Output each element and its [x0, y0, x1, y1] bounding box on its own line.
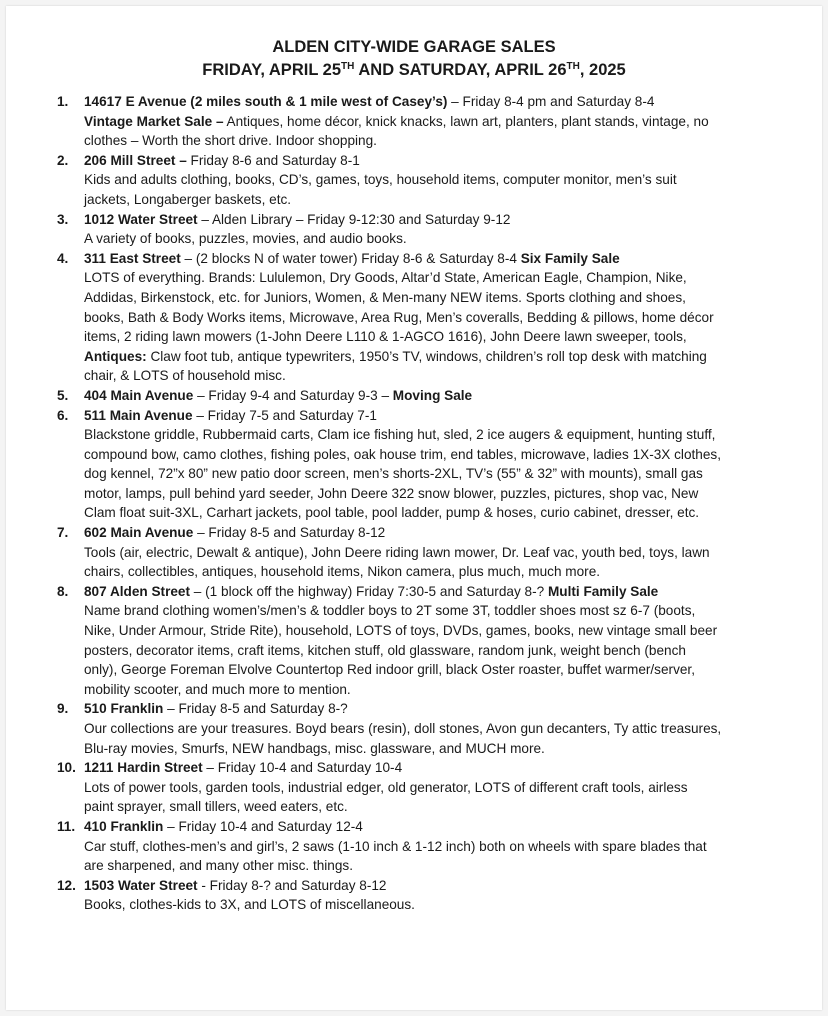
sale-address: 206 Mill Street – — [84, 152, 187, 168]
sale-description-line: mobility scooter, and much more to mention. — [84, 681, 351, 697]
sale-address: 14617 E Avenue (2 miles south & 1 mile west of Casey’s) — [84, 94, 448, 109]
sale-address: 510 Franklin — [84, 701, 164, 717]
flyer-title — [6, 36, 822, 82]
sale-heading — [84, 758, 792, 778]
sale-description-line: Lots of power tools, garden tools, industrial edger, old generator, LOTS of different craft tools, airless — [84, 779, 688, 795]
sale-heading — [84, 523, 792, 543]
sale-number: 2. — [57, 152, 69, 168]
sale-heading — [84, 92, 792, 112]
sale-item — [6, 92, 822, 151]
sale-address: 807 Alden Street — [84, 583, 191, 599]
title-sup-2: TH — [566, 61, 580, 72]
sale-list — [6, 92, 822, 915]
sale-tag: Antiques: — [84, 348, 147, 364]
sale-description-line: Our collections are your treasures. Boyd bears (resin), doll stones, Avon gun decanters, Ty attic treasures, — [84, 721, 722, 736]
sale-description-line: LOTS of everything. Brands: Lululemon, Dry Goods, Altar’d State, American Eagle, Champion, Nike, — [84, 270, 687, 286]
title-date-1: FRIDAY, APRIL 25 — [202, 61, 342, 79]
sale-number: 10. — [57, 760, 76, 776]
sale-address: 410 Franklin — [84, 818, 164, 834]
sale-tag: Vintage Market Sale – — [84, 113, 224, 129]
sale-tag: Moving Sale — [392, 387, 473, 403]
sale-number: 6. — [57, 407, 69, 423]
sale-description-line: Books, clothes-kids to 3X, and LOTS of miscellaneous. — [84, 897, 415, 913]
title-line-1: ALDEN CITY-WIDE GARAGE SALES — [272, 38, 556, 56]
flyer-page — [6, 6, 822, 1010]
sale-description-line: jackets, Longaberger baskets, etc. — [84, 191, 292, 207]
sale-description-line — [84, 112, 792, 132]
sale-address: 602 Main Avenue — [84, 525, 194, 541]
sale-item — [6, 523, 822, 582]
sale-description-line: Car stuff, clothes-men’s and girl’s, 2 saws (1-10 inch & 1-12 inch) both on wheels with spare blades that — [84, 838, 707, 854]
sale-heading — [84, 151, 792, 171]
sale-hours: – (1 block off the highway) Friday 7:30-5 and Saturday 8-? — [190, 583, 548, 599]
sale-hours: – Friday 8-4 pm and Saturday 8-4 — [447, 94, 655, 109]
sale-description-line: Clam float suit-3XL, Carhart jackets, pool table, pool ladder, pump & hoses, curio cabinet, dresser, etc. — [84, 505, 700, 521]
sale-hours: Friday 8-6 and Saturday 8-1 — [186, 152, 360, 168]
sale-item — [6, 386, 822, 406]
sale-description-line: chair, & LOTS of household misc. — [84, 368, 286, 384]
sale-address: 1503 Water Street — [84, 877, 198, 893]
sale-number: 3. — [57, 211, 69, 227]
sale-heading — [84, 210, 792, 230]
sale-heading — [84, 817, 792, 837]
sale-tag: Multi Family Sale — [547, 583, 659, 599]
sale-description-line: Name brand clothing women’s/men’s & toddler boys to 2T some 3T, toddler shoes most sz 6-7 (boots, — [84, 603, 696, 619]
sale-heading — [84, 876, 792, 896]
sale-number: 5. — [57, 387, 69, 403]
sale-address: 1211 Hardin Street — [84, 760, 203, 776]
sale-description-text: Claw foot tub, antique typewriters, 1950’s TV, windows, children’s roll top desk with matching — [146, 348, 707, 364]
sale-item — [6, 758, 822, 817]
sale-description-text: Antiques, home décor, knick knacks, lawn art, planters, plant stands, vintage, no — [223, 113, 709, 129]
sale-item — [6, 406, 822, 524]
sale-description-line: Blackstone griddle, Rubbermaid carts, Clam ice fishing hut, sled, 2 ice augers & equipment, hunting stuff, — [84, 427, 716, 443]
sale-hours: – Friday 10-4 and Saturday 10-4 — [202, 760, 403, 776]
title-sup-1: TH — [341, 61, 355, 72]
sale-number: 12. — [57, 877, 76, 893]
sale-hours: – Friday 8-5 and Saturday 8-? — [163, 701, 348, 717]
sale-number: 7. — [57, 525, 69, 541]
sale-hours: - Friday 8-? and Saturday 8-12 — [197, 877, 387, 893]
sale-item — [6, 151, 822, 210]
sale-item — [6, 699, 822, 758]
sale-item — [6, 210, 822, 249]
sale-tag: Six Family Sale — [520, 250, 620, 266]
sale-description-line: compound bow, camo clothes, fishing poles, oak house trim, end tables, microwave, ladies 1X-3X clothes, — [84, 446, 721, 462]
sale-hours: – (2 blocks N of water tower) Friday 8-6 & Saturday 8-4 — [180, 250, 521, 266]
sale-description-line: Nike, Under Armour, Stride Rite), household, LOTS of toys, DVDs, games, books, new vintage small beer — [84, 623, 718, 639]
sale-item — [6, 876, 822, 915]
sale-description-line: Tools (air, electric, Dewalt & antique), John Deere riding lawn mower, Dr. Leaf vac, youth bed, toys, lawn — [84, 544, 710, 560]
sale-description-line: only), George Foreman Elvolve Countertop Red indoor grill, black Oster roaster, buffet warmer/server, — [84, 662, 695, 678]
sale-description-line: A variety of books, puzzles, movies, and audio books. — [84, 231, 407, 247]
sale-description-line: books, Bath & Body Works items, Microwave, Area Rug, Men’s coveralls, Bedding & pillows, home décor — [84, 309, 714, 325]
sale-description-line: paint sprayer, small tillers, weed eaters, etc. — [84, 799, 348, 815]
sale-number: 9. — [57, 701, 69, 717]
sale-heading — [84, 249, 792, 269]
sale-description-line: clothes – Worth the short drive. Indoor shopping. — [84, 133, 377, 149]
sale-number: 8. — [57, 583, 69, 599]
sale-description-line: items, 2 riding lawn mowers (1-John Deere L110 & 1-AGCO 1616), John Deere lawn sweeper, tools, — [84, 329, 687, 345]
sale-item — [6, 817, 822, 876]
sale-heading — [84, 699, 792, 719]
title-date-2: AND SATURDAY, APRIL 26 — [354, 61, 567, 79]
sale-number: 11. — [57, 818, 76, 834]
sale-description-line: posters, decorator items, craft items, kitchen stuff, old glassware, random junk, weight bench (bench — [84, 642, 686, 658]
sale-address: 404 Main Avenue — [84, 387, 194, 403]
sale-number: 1. — [57, 94, 69, 109]
title-line-2 — [6, 59, 822, 82]
sale-description-line: chairs, collectibles, antiques, household items, Nikon camera, plus much, much more. — [84, 564, 601, 580]
sale-heading — [84, 582, 792, 602]
sale-description-line: are sharpened, and many other misc. things. — [84, 858, 354, 874]
sale-heading — [84, 406, 792, 426]
sale-address: 1012 Water Street — [84, 211, 198, 227]
sale-hours: – Friday 10-4 and Saturday 12-4 — [163, 818, 363, 834]
sale-description-line: Kids and adults clothing, books, CD’s, games, toys, household items, computer monitor, men’s suit — [84, 172, 677, 188]
sale-address: 511 Main Avenue — [84, 407, 193, 423]
sale-hours: – Friday 9-4 and Saturday 9-3 – — [193, 387, 393, 403]
sale-description-line: motor, lamps, pull behind yard seeder, John Deere 322 snow blower, puzzles, pictures, shop vac, New — [84, 485, 699, 501]
sale-hours: – Friday 8-5 and Saturday 8-12 — [193, 525, 386, 541]
sale-description-line: Blu-ray movies, Smurfs, NEW handbags, misc. glassware, and MUCH more. — [84, 740, 545, 756]
sale-hours: – Friday 7-5 and Saturday 7-1 — [192, 407, 377, 423]
sale-hours: – Alden Library – Friday 9-12:30 and Saturday 9-12 — [197, 211, 511, 227]
sale-description-line: dog kennel, 72”x 80” new patio door screen, men’s shorts-2XL, TV’s (55” & 32” with mounts), small gas — [84, 466, 703, 482]
sale-address: 311 East Street — [84, 250, 181, 266]
sale-item — [6, 249, 822, 386]
sale-heading — [84, 386, 792, 406]
sale-description-line — [84, 347, 792, 367]
sale-description-line: Addidas, Birkenstock, etc. for Juniors, Women, & Men-many NEW items. Sports clothing and shoes, — [84, 289, 686, 305]
title-year: , 2025 — [579, 61, 626, 79]
sale-number: 4. — [57, 250, 69, 266]
sale-item — [6, 582, 822, 700]
